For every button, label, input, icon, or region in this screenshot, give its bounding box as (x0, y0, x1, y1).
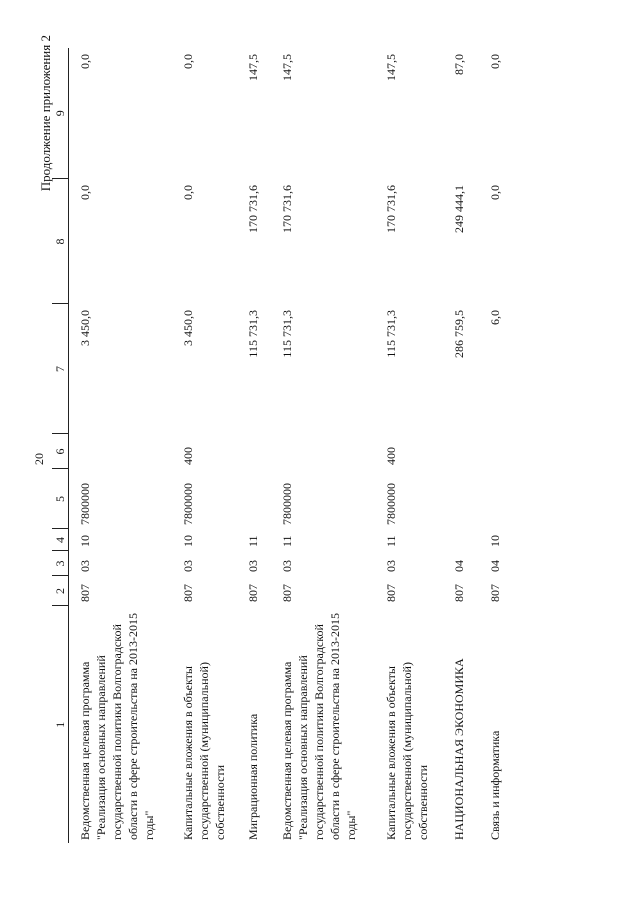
cell-ministry: 807 (383, 584, 398, 602)
cell-target (237, 469, 271, 529)
cell-ministry: 807 (451, 584, 466, 602)
cell-subsection (443, 529, 479, 551)
cell-actual: 170 731,6 (383, 185, 398, 233)
cell-plan: 115 731,3 (279, 310, 294, 358)
cell-subsection: 11 (279, 535, 294, 547)
cell-plan: 115 731,3 (383, 310, 398, 358)
page-number: 20 (32, 453, 46, 465)
cell-percent: 147,5 (383, 54, 398, 81)
row-name: Ведомственная целевая программа "Реализация основных направлений государственной политики Волгоградской области в сфере строительства на 2013-2015 годы" (78, 613, 156, 840)
cell-actual: 249 444,1 (451, 185, 466, 233)
cell-ministry: 807 (180, 584, 195, 602)
cell-section: 04 (451, 560, 466, 572)
cell-target: 7800000 (279, 483, 294, 525)
cell-target (443, 469, 479, 529)
cell-percent: 0,0 (487, 54, 502, 69)
cell-target: 7800000 (78, 483, 92, 525)
cell-subsection: 10 (487, 535, 502, 547)
cell-expense-type: 400 (180, 447, 195, 465)
cell-actual: 0,0 (78, 185, 92, 200)
header-col-3: 3 (52, 551, 69, 576)
header-col-8: 8 (52, 179, 69, 304)
cell-expense-type: 400 (383, 447, 398, 465)
table-row (443, 48, 479, 843)
table-row (479, 48, 511, 843)
header-col-4: 4 (52, 529, 69, 551)
row-name: Капитальные вложения в объекты государственной (муниципальной) собственности (383, 662, 430, 840)
cell-target: 7800000 (383, 483, 398, 525)
cell-expense-type (479, 434, 511, 469)
cell-plan: 115 731,3 (245, 310, 260, 358)
cell-subsection: 11 (383, 535, 398, 547)
header-row (52, 48, 69, 843)
row-name: Миграционная политика (245, 713, 260, 840)
cell-percent: 87,0 (451, 54, 466, 75)
row-name: Ведомственная целевая программа "Реализация основных направлений государственной политики Волгоградской области в сфере строительства на 2013-2015 годы" (279, 613, 358, 840)
cell-percent: 147,5 (279, 54, 294, 81)
appendix-title: Продолжение приложения 2 (38, 35, 53, 192)
cell-target: 7800000 (180, 483, 195, 525)
header-col-6: 6 (52, 434, 69, 469)
cell-subsection: 10 (180, 535, 195, 547)
row-name: НАЦИОНАЛЬНАЯ ЭКОНОМИКА (451, 658, 466, 840)
budget-table (52, 48, 511, 843)
cell-section: 03 (245, 560, 260, 572)
header-col-7: 7 (52, 304, 69, 434)
cell-ministry: 807 (245, 584, 260, 602)
cell-expense-type (69, 434, 172, 469)
cell-plan: 3 450,0 (180, 310, 195, 346)
table-row (237, 48, 271, 843)
cell-ministry: 807 (78, 584, 92, 602)
cell-ministry: 807 (487, 584, 502, 602)
table-row (375, 48, 443, 843)
header-col-2: 2 (52, 576, 69, 606)
header-col-9: 9 (52, 48, 69, 179)
cell-percent: 147,5 (245, 54, 260, 81)
table-row (69, 48, 172, 843)
row-name: Связь и информатика (487, 730, 502, 840)
cell-ministry: 807 (279, 584, 294, 602)
cell-section: 04 (487, 560, 502, 572)
cell-section: 03 (279, 560, 294, 572)
cell-expense-type (443, 434, 479, 469)
cell-actual: 170 731,6 (279, 185, 294, 233)
cell-expense-type (271, 434, 375, 469)
cell-percent: 0,0 (180, 54, 195, 69)
cell-subsection: 10 (78, 535, 92, 547)
table-row (172, 48, 237, 843)
cell-actual: 0,0 (487, 185, 502, 200)
cell-actual: 0,0 (180, 185, 195, 200)
cell-subsection: 11 (245, 535, 260, 547)
cell-actual: 170 731,6 (245, 185, 260, 233)
header-col-1: 1 (52, 606, 69, 843)
cell-section: 03 (383, 560, 398, 572)
cell-section: 03 (180, 560, 195, 572)
cell-plan: 6,0 (487, 310, 502, 325)
cell-plan: 3 450,0 (78, 310, 92, 346)
cell-plan: 286 759,5 (451, 310, 466, 358)
row-name: Капитальные вложения в объекты государственной (муниципальной) собственности (180, 662, 227, 840)
header-col-5: 5 (52, 469, 69, 529)
cell-expense-type (237, 434, 271, 469)
cell-target (479, 469, 511, 529)
cell-percent: 0,0 (78, 54, 92, 69)
cell-section: 03 (78, 560, 92, 572)
table-row (271, 48, 375, 843)
